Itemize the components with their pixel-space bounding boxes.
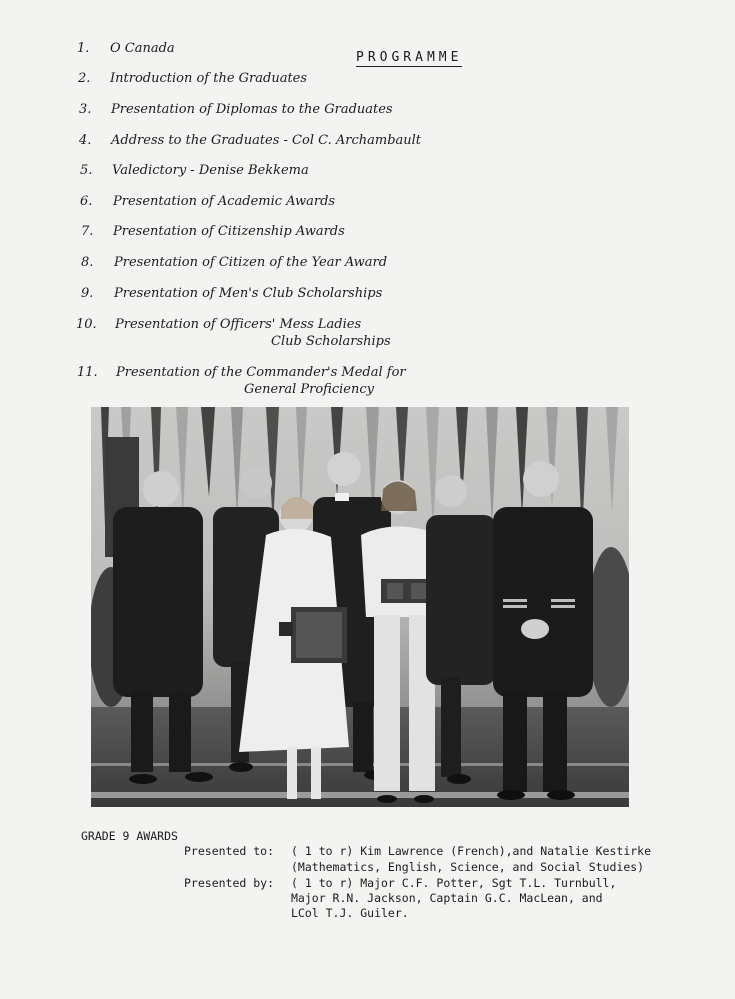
- item-text: Presentation of Officers' Mess Ladies: [115, 317, 362, 332]
- item-text: Presentation of Diplomas to the Graduates: [111, 102, 393, 117]
- item-number: 1.: [77, 41, 90, 56]
- item-text: Introduction of the Graduates: [110, 71, 308, 86]
- presented-by-text: ( 1 to r) Major C.F. Potter, Sgt T.L. Turnbull,: [291, 876, 617, 890]
- item-text: Presentation of Men's Club Scholarships: [114, 286, 383, 301]
- item-number: 3.: [79, 102, 92, 117]
- presented-by-text-continued: LCol T.J. Guiler.: [291, 906, 409, 920]
- item-text: Valedictory - Denise Bekkema: [112, 163, 309, 178]
- item-text-continued: General Proficiency: [244, 382, 374, 397]
- item-number: 6.: [80, 194, 93, 209]
- programme-title: PROGRAMME: [356, 50, 463, 65]
- item-number: 4.: [79, 133, 92, 148]
- item-number: 2.: [78, 71, 91, 86]
- item-text: O Canada: [110, 41, 175, 56]
- item-number: 8.: [81, 255, 94, 270]
- presented-by-text-continued: Major R.N. Jackson, Captain G.C. MacLean, and: [291, 891, 603, 905]
- item-number: 9.: [81, 286, 94, 301]
- caption-heading: GRADE 9 AWARDS: [81, 829, 178, 843]
- item-text: Presentation of the Commander's Medal for: [116, 365, 406, 380]
- item-number: 11.: [77, 365, 98, 380]
- item-number: 10.: [76, 317, 97, 332]
- item-text-continued: Club Scholarships: [271, 334, 391, 349]
- presented-to-text-continued: (Mathematics, English, Science, and Social Studies): [291, 860, 645, 874]
- item-text: Presentation of Citizen of the Year Award: [114, 255, 388, 270]
- presented-by-label: Presented by:: [184, 876, 275, 890]
- item-text: Presentation of Citizenship Awards: [113, 224, 345, 239]
- item-number: 5.: [80, 163, 93, 178]
- group-photograph: [91, 407, 629, 807]
- item-text: Presentation of Academic Awards: [113, 194, 336, 209]
- presented-to-text: ( 1 to r) Kim Lawrence (French),and Natalie Kestirke: [291, 844, 652, 858]
- presented-to-label: Presented to:: [184, 844, 275, 858]
- item-text: Address to the Graduates - Col C. Archambault: [111, 133, 422, 148]
- item-number: 7.: [81, 224, 94, 239]
